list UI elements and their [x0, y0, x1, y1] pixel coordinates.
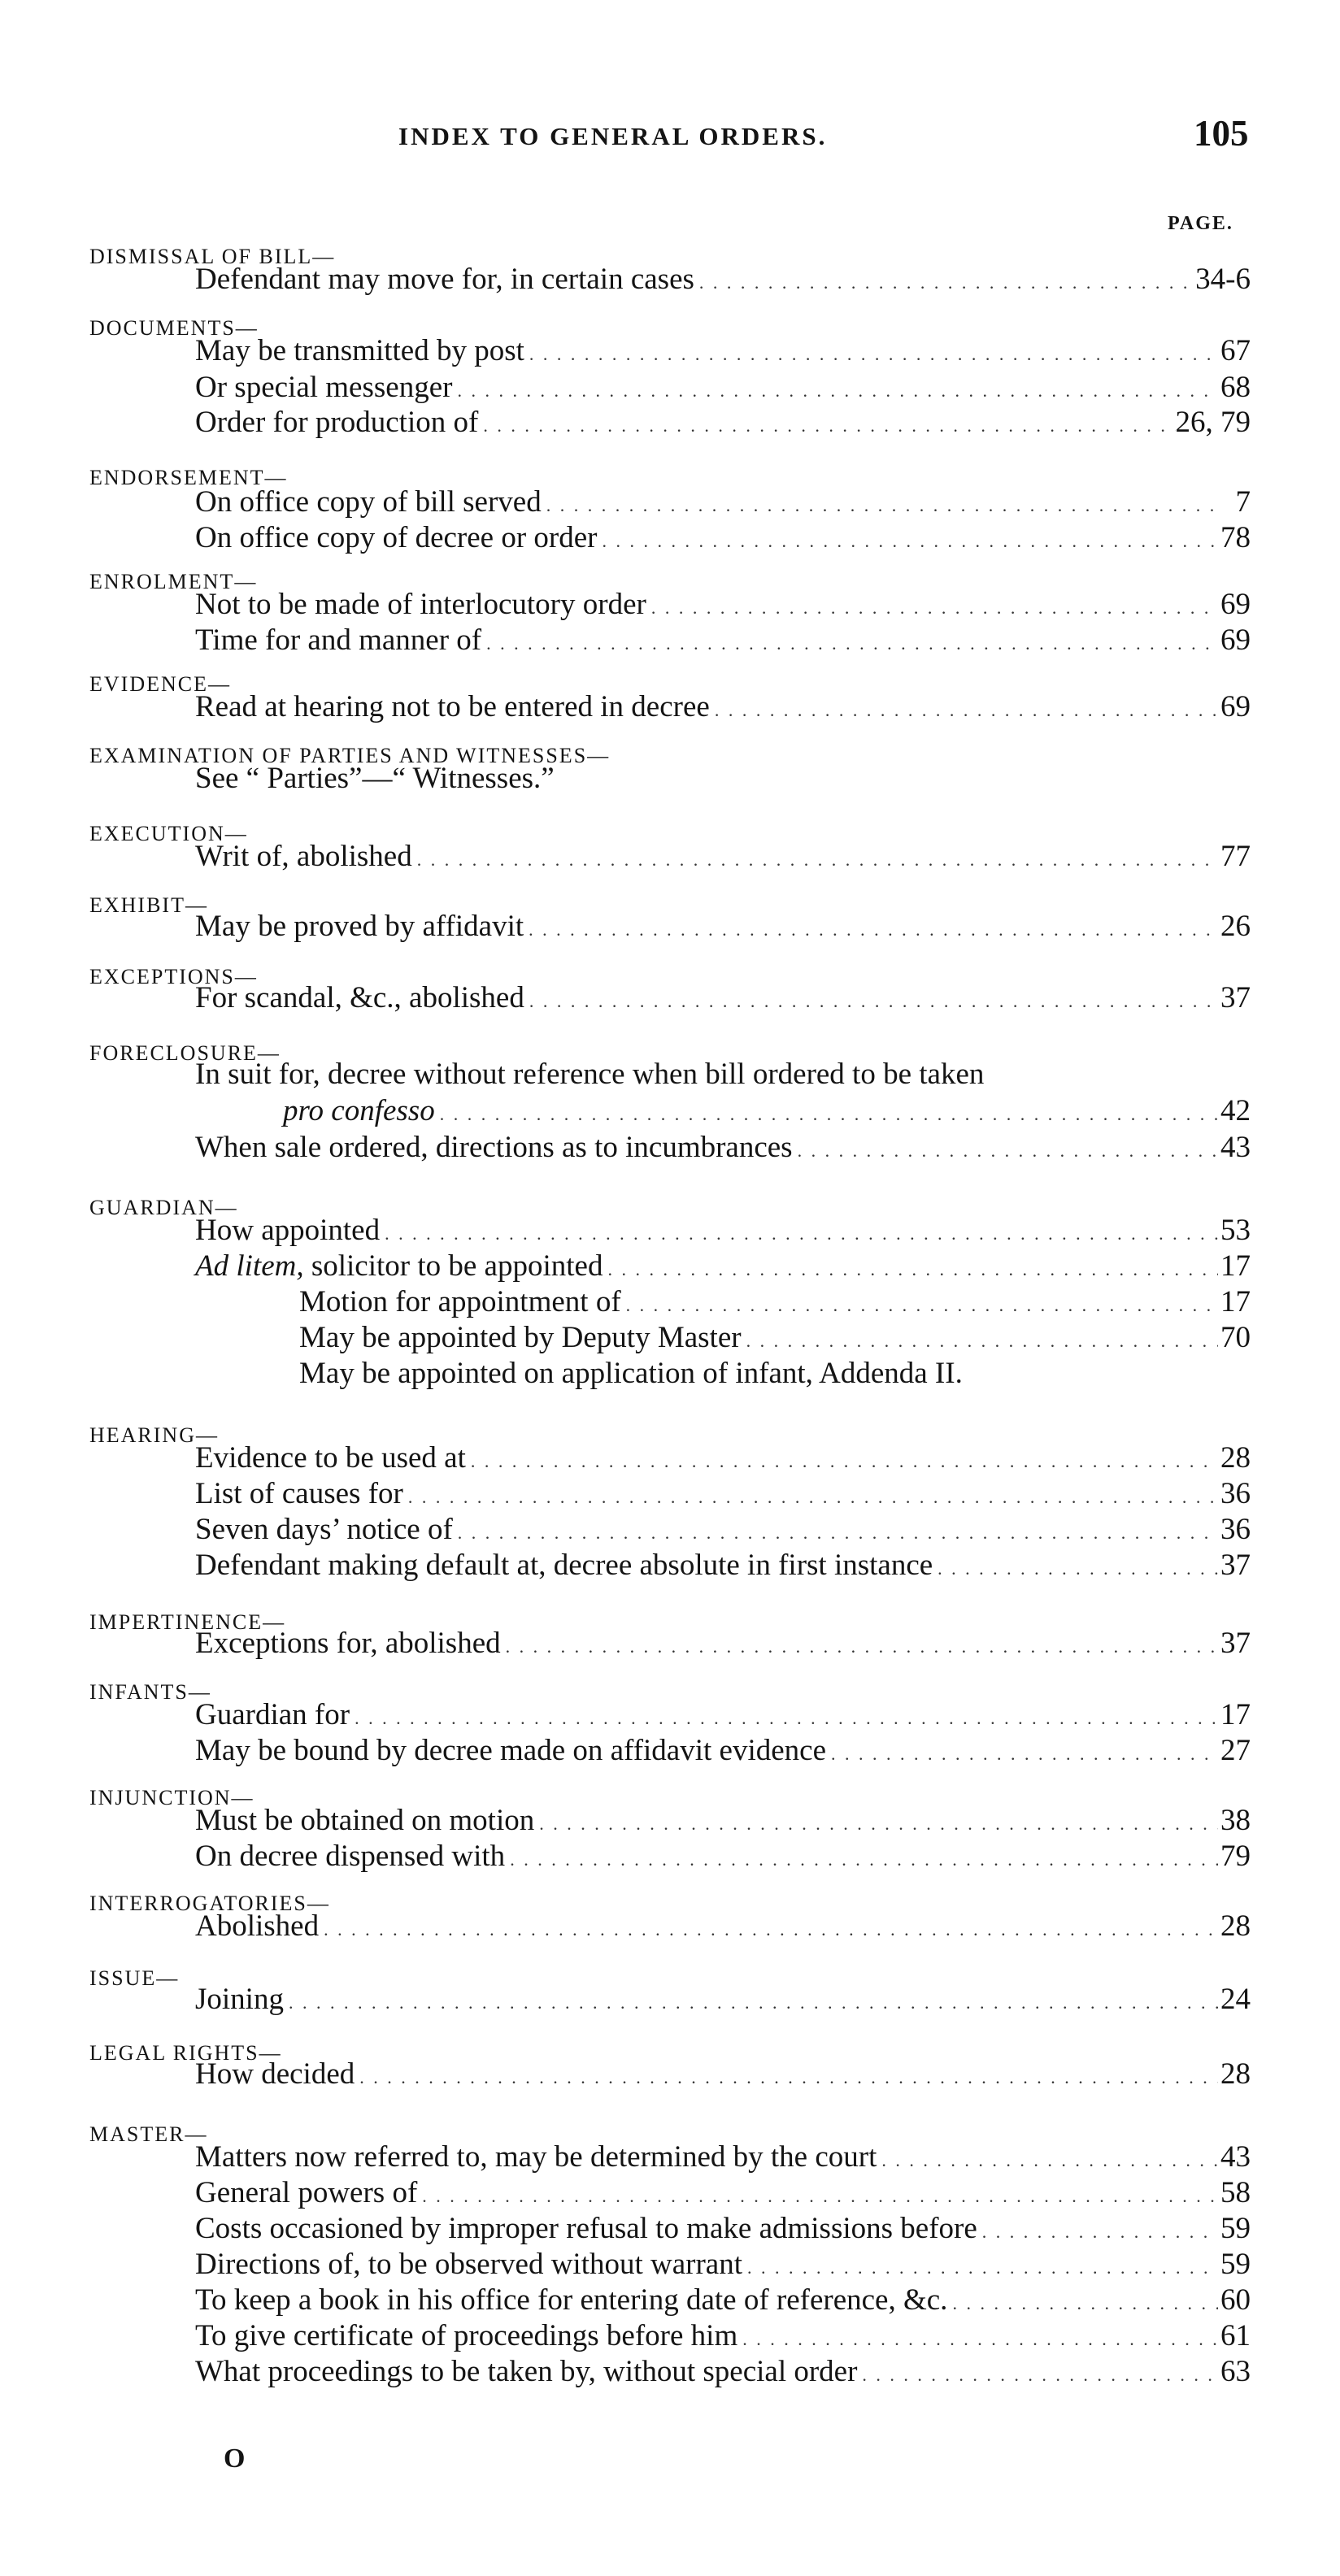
index-entry: [195, 1733, 1251, 1769]
signature-mark: O: [224, 2444, 246, 2474]
index-entry: [195, 587, 1251, 623]
entry-page-ref: 69: [1220, 623, 1251, 657]
index-entry: [195, 761, 1251, 797]
dot-leader: [597, 523, 1218, 559]
entry-text: Motion for appointment of: [299, 1285, 621, 1318]
entry-page-ref: 77: [1220, 840, 1251, 873]
dot-leader: [380, 1216, 1218, 1252]
entry-page-ref: 61: [1220, 2319, 1251, 2352]
index-entry: [195, 2211, 1251, 2247]
entry-text: In suit for, decree without reference when bill ordered to be taken: [195, 1058, 985, 1091]
index-heading: GUARDIAN—: [89, 1196, 238, 1219]
entry-text: Must be obtained on motion: [195, 1804, 535, 1837]
index-heading: EXCEPTIONS—: [89, 965, 258, 988]
dot-leader: [793, 1133, 1218, 1169]
dot-leader: [977, 2214, 1218, 2250]
index-entry: [195, 2247, 1251, 2283]
index-entry: [195, 909, 1251, 945]
dot-leader: [481, 626, 1218, 662]
entry-text: Defendant making default at, decree absolute in first instance: [195, 1549, 933, 1582]
page-column-label: PAGE.: [1168, 213, 1233, 234]
page-number: 105: [1194, 113, 1249, 154]
entry-text: [195, 1249, 603, 1284]
entry-text: pro confesso: [283, 1094, 435, 1127]
entry-page-ref: 43: [1220, 1131, 1251, 1164]
entry-text: May be proved by affidavit: [195, 910, 524, 943]
entry-page-ref: 36: [1220, 1513, 1251, 1546]
dot-leader: [478, 408, 1175, 444]
entry-text: What proceedings to be taken by, without special order: [195, 2355, 858, 2388]
entry-page-ref: 26, 79: [1175, 406, 1251, 439]
entry-page-ref: 69: [1220, 690, 1251, 723]
dot-leader: [742, 1323, 1218, 1359]
dot-leader: [534, 1806, 1218, 1842]
dot-leader: [603, 1252, 1218, 1288]
index-entry: [195, 1476, 1251, 1512]
entry-text: Not to be made of interlocutory order: [195, 588, 646, 621]
entry-text: Defendant may move for, in certain cases: [195, 263, 694, 296]
dot-leader: [412, 842, 1218, 878]
entry-text: General powers of: [195, 2176, 418, 2209]
index-heading: INTERROGATORIES—: [89, 1892, 330, 1915]
entry-text: May be appointed by Deputy Master: [299, 1321, 742, 1354]
entry-page-ref: 60: [1220, 2283, 1251, 2317]
index-heading: DOCUMENTS—: [89, 316, 259, 340]
index-entry: [195, 2318, 1251, 2354]
dot-leader: [355, 2060, 1218, 2096]
index-heading: ISSUE—: [89, 1966, 180, 1990]
entry-page-ref: 68: [1220, 371, 1251, 404]
index-heading: DISMISSAL OF BILL—: [89, 245, 336, 268]
entry-text: Joining: [195, 1983, 284, 2016]
entry-page-ref: 38: [1220, 1804, 1251, 1837]
entry-text: Directions of, to be observed without warrant: [195, 2248, 743, 2281]
entry-page-ref: 28: [1220, 1909, 1251, 1943]
entry-text: Evidence to be used at: [195, 1441, 466, 1475]
entry-text: How appointed: [195, 1214, 381, 1247]
entry-page-ref: 42: [1220, 1094, 1251, 1127]
index-entry: [195, 980, 1251, 1016]
index-entry: [195, 370, 1251, 406]
index-entry: [195, 520, 1251, 556]
index-entry: [195, 689, 1251, 725]
entry-page-ref: 58: [1220, 2176, 1251, 2209]
entry-page-ref: 53: [1220, 1214, 1251, 1247]
entry-text: Read at hearing not to be entered in decree: [195, 690, 710, 723]
index-entry: [195, 623, 1251, 658]
dot-leader: [505, 1842, 1218, 1878]
index-entry: [195, 1548, 1251, 1583]
index-entry: [195, 2139, 1251, 2175]
dot-leader: [453, 1515, 1218, 1551]
dot-leader: [466, 1444, 1218, 1479]
entry-page-ref: 28: [1220, 2057, 1251, 2091]
entry-page-ref: 36: [1220, 1477, 1251, 1510]
index-entry: [195, 2354, 1251, 2390]
dot-leader: [621, 1288, 1218, 1323]
entry-page-ref: 78: [1220, 521, 1251, 554]
dot-leader: [501, 1629, 1218, 1665]
dot-leader: [524, 912, 1218, 948]
index-entry: [299, 1356, 1251, 1392]
entry-text-rest: solicitor to be appointed: [303, 1249, 603, 1283]
dot-leader: [524, 984, 1218, 1019]
entry-page-ref: 37: [1220, 981, 1251, 1014]
index-heading: LEGAL RIGHTS—: [89, 2041, 282, 2065]
index-entry: [195, 484, 1251, 520]
entry-page-ref: 37: [1220, 1549, 1251, 1582]
entry-page-ref: 17: [1220, 1249, 1251, 1283]
index-entry: [195, 262, 1251, 298]
entry-text: Time for and manner of: [195, 623, 482, 657]
index-entry: [195, 1440, 1251, 1476]
entry-page-ref: 26: [1220, 910, 1251, 943]
entry-text: May be transmitted by post: [195, 334, 524, 367]
index-heading: IMPERTINENCE—: [89, 1610, 286, 1634]
entry-text: Costs occasioned by improper refusal to make admissions before: [195, 2212, 977, 2245]
entry-page-ref: 17: [1220, 1698, 1251, 1731]
entry-text: Seven days’ notice of: [195, 1513, 453, 1546]
index-entry: [195, 1839, 1251, 1874]
entry-text: May be bound by decree made on affidavit evidence: [195, 1734, 827, 1767]
entry-page-ref: 43: [1220, 2140, 1251, 2174]
index-entry: [195, 1130, 1251, 1166]
entry-page-ref: 7: [1235, 485, 1251, 519]
entry-page-ref: 34-6: [1195, 263, 1251, 296]
entry-text: To keep a book in his office for entering date of reference, &c.: [195, 2283, 948, 2317]
index-heading: MASTER—: [89, 2122, 208, 2146]
entry-page-ref: 59: [1220, 2248, 1251, 2281]
entry-page-ref: 28: [1220, 1441, 1251, 1475]
entry-text: Matters now referred to, may be determined by the court: [195, 2140, 877, 2174]
index-heading: FORECLOSURE—: [89, 1041, 281, 1065]
index-entry: [195, 2057, 1251, 2092]
index-entry: [195, 1249, 1251, 1284]
running-head: INDEX TO GENERAL ORDERS.: [398, 122, 828, 150]
dot-leader: [933, 1551, 1218, 1587]
entry-text: Writ of, abolished: [195, 840, 412, 873]
entry-page-ref: 69: [1220, 588, 1251, 621]
index-entry: [195, 1982, 1251, 2018]
index-entry: [283, 1093, 1251, 1129]
index-heading: ENROLMENT—: [89, 570, 258, 593]
index-entry: [195, 1213, 1251, 1249]
entry-text: Exceptions for, abolished: [195, 1627, 501, 1660]
entry-text: Or special messenger: [195, 371, 453, 404]
dot-leader: [319, 1912, 1218, 1948]
index-heading: INJUNCTION—: [89, 1786, 255, 1809]
dot-leader: [350, 1701, 1218, 1736]
dot-leader: [742, 2250, 1218, 2286]
index-heading: EXHIBIT—: [89, 893, 208, 917]
entry-text: For scandal, &c., abolished: [195, 981, 524, 1014]
entry-page-ref: 37: [1220, 1627, 1251, 1660]
entry-text: See “ Parties”—“ Witnesses.”: [195, 762, 555, 795]
dot-leader: [646, 590, 1218, 626]
index-entry: [195, 1803, 1251, 1839]
entry-text: How decided: [195, 2057, 355, 2091]
index-entry: [299, 1284, 1251, 1320]
dot-leader: [737, 2322, 1218, 2357]
dot-leader: [542, 488, 1218, 523]
index-heading: EXAMINATION OF PARTIES AND WITNESSES—: [89, 744, 611, 767]
index-entry: [195, 333, 1251, 369]
dot-leader: [524, 337, 1218, 372]
dot-leader: [947, 2286, 1218, 2322]
entry-text: May be appointed on application of infant, Addenda II.: [299, 1357, 963, 1390]
dot-leader: [284, 1985, 1218, 2021]
index-heading: INFANTS—: [89, 1680, 211, 1704]
index-entry: [195, 2175, 1251, 2211]
dot-leader: [452, 373, 1218, 409]
index-entry: [195, 1057, 1251, 1093]
index-entry: [195, 405, 1251, 441]
index-entry: [195, 1626, 1251, 1662]
entry-text: Order for production of: [195, 406, 479, 439]
dot-leader: [403, 1479, 1218, 1515]
index-entry: [299, 1320, 1251, 1356]
entry-text: On office copy of decree or order: [195, 521, 598, 554]
dot-leader: [710, 693, 1218, 728]
entry-page-ref: 27: [1220, 1734, 1251, 1767]
index-entry: [195, 1512, 1251, 1548]
entry-text: To give certificate of proceedings before him: [195, 2319, 738, 2352]
entry-text: Guardian for: [195, 1698, 350, 1731]
entry-text-italic: Ad litem,: [195, 1249, 304, 1283]
index-heading: HEARING—: [89, 1423, 219, 1447]
dot-leader: [694, 265, 1195, 301]
entry-text: On decree dispensed with: [195, 1840, 506, 1873]
index-heading: EVIDENCE—: [89, 672, 231, 696]
entry-text: When sale ordered, directions as to incumbrances: [195, 1131, 793, 1164]
entry-text: Abolished: [195, 1909, 320, 1943]
dot-leader: [826, 1736, 1218, 1772]
entry-text: List of causes for: [195, 1477, 403, 1510]
dot-leader: [435, 1097, 1218, 1132]
entry-page-ref: 17: [1220, 1285, 1251, 1318]
dot-leader: [857, 2357, 1218, 2393]
index-entry: [195, 2283, 1251, 2318]
index-entry: [195, 1697, 1251, 1733]
entry-text: On office copy of bill served: [195, 485, 542, 519]
index-heading: ENDORSEMENT—: [89, 466, 288, 489]
entry-page-ref: 63: [1220, 2355, 1251, 2388]
entry-page-ref: 67: [1220, 334, 1251, 367]
index-heading: EXECUTION—: [89, 822, 248, 845]
entry-page-ref: 79: [1220, 1840, 1251, 1873]
entry-page-ref: 24: [1220, 1983, 1251, 2016]
entry-page-ref: 59: [1220, 2212, 1251, 2245]
dot-leader: [417, 2179, 1218, 2214]
entry-page-ref: 70: [1220, 1321, 1251, 1354]
index-entry: [195, 839, 1251, 875]
index-entry: [195, 1909, 1251, 1944]
dot-leader: [877, 2143, 1218, 2179]
